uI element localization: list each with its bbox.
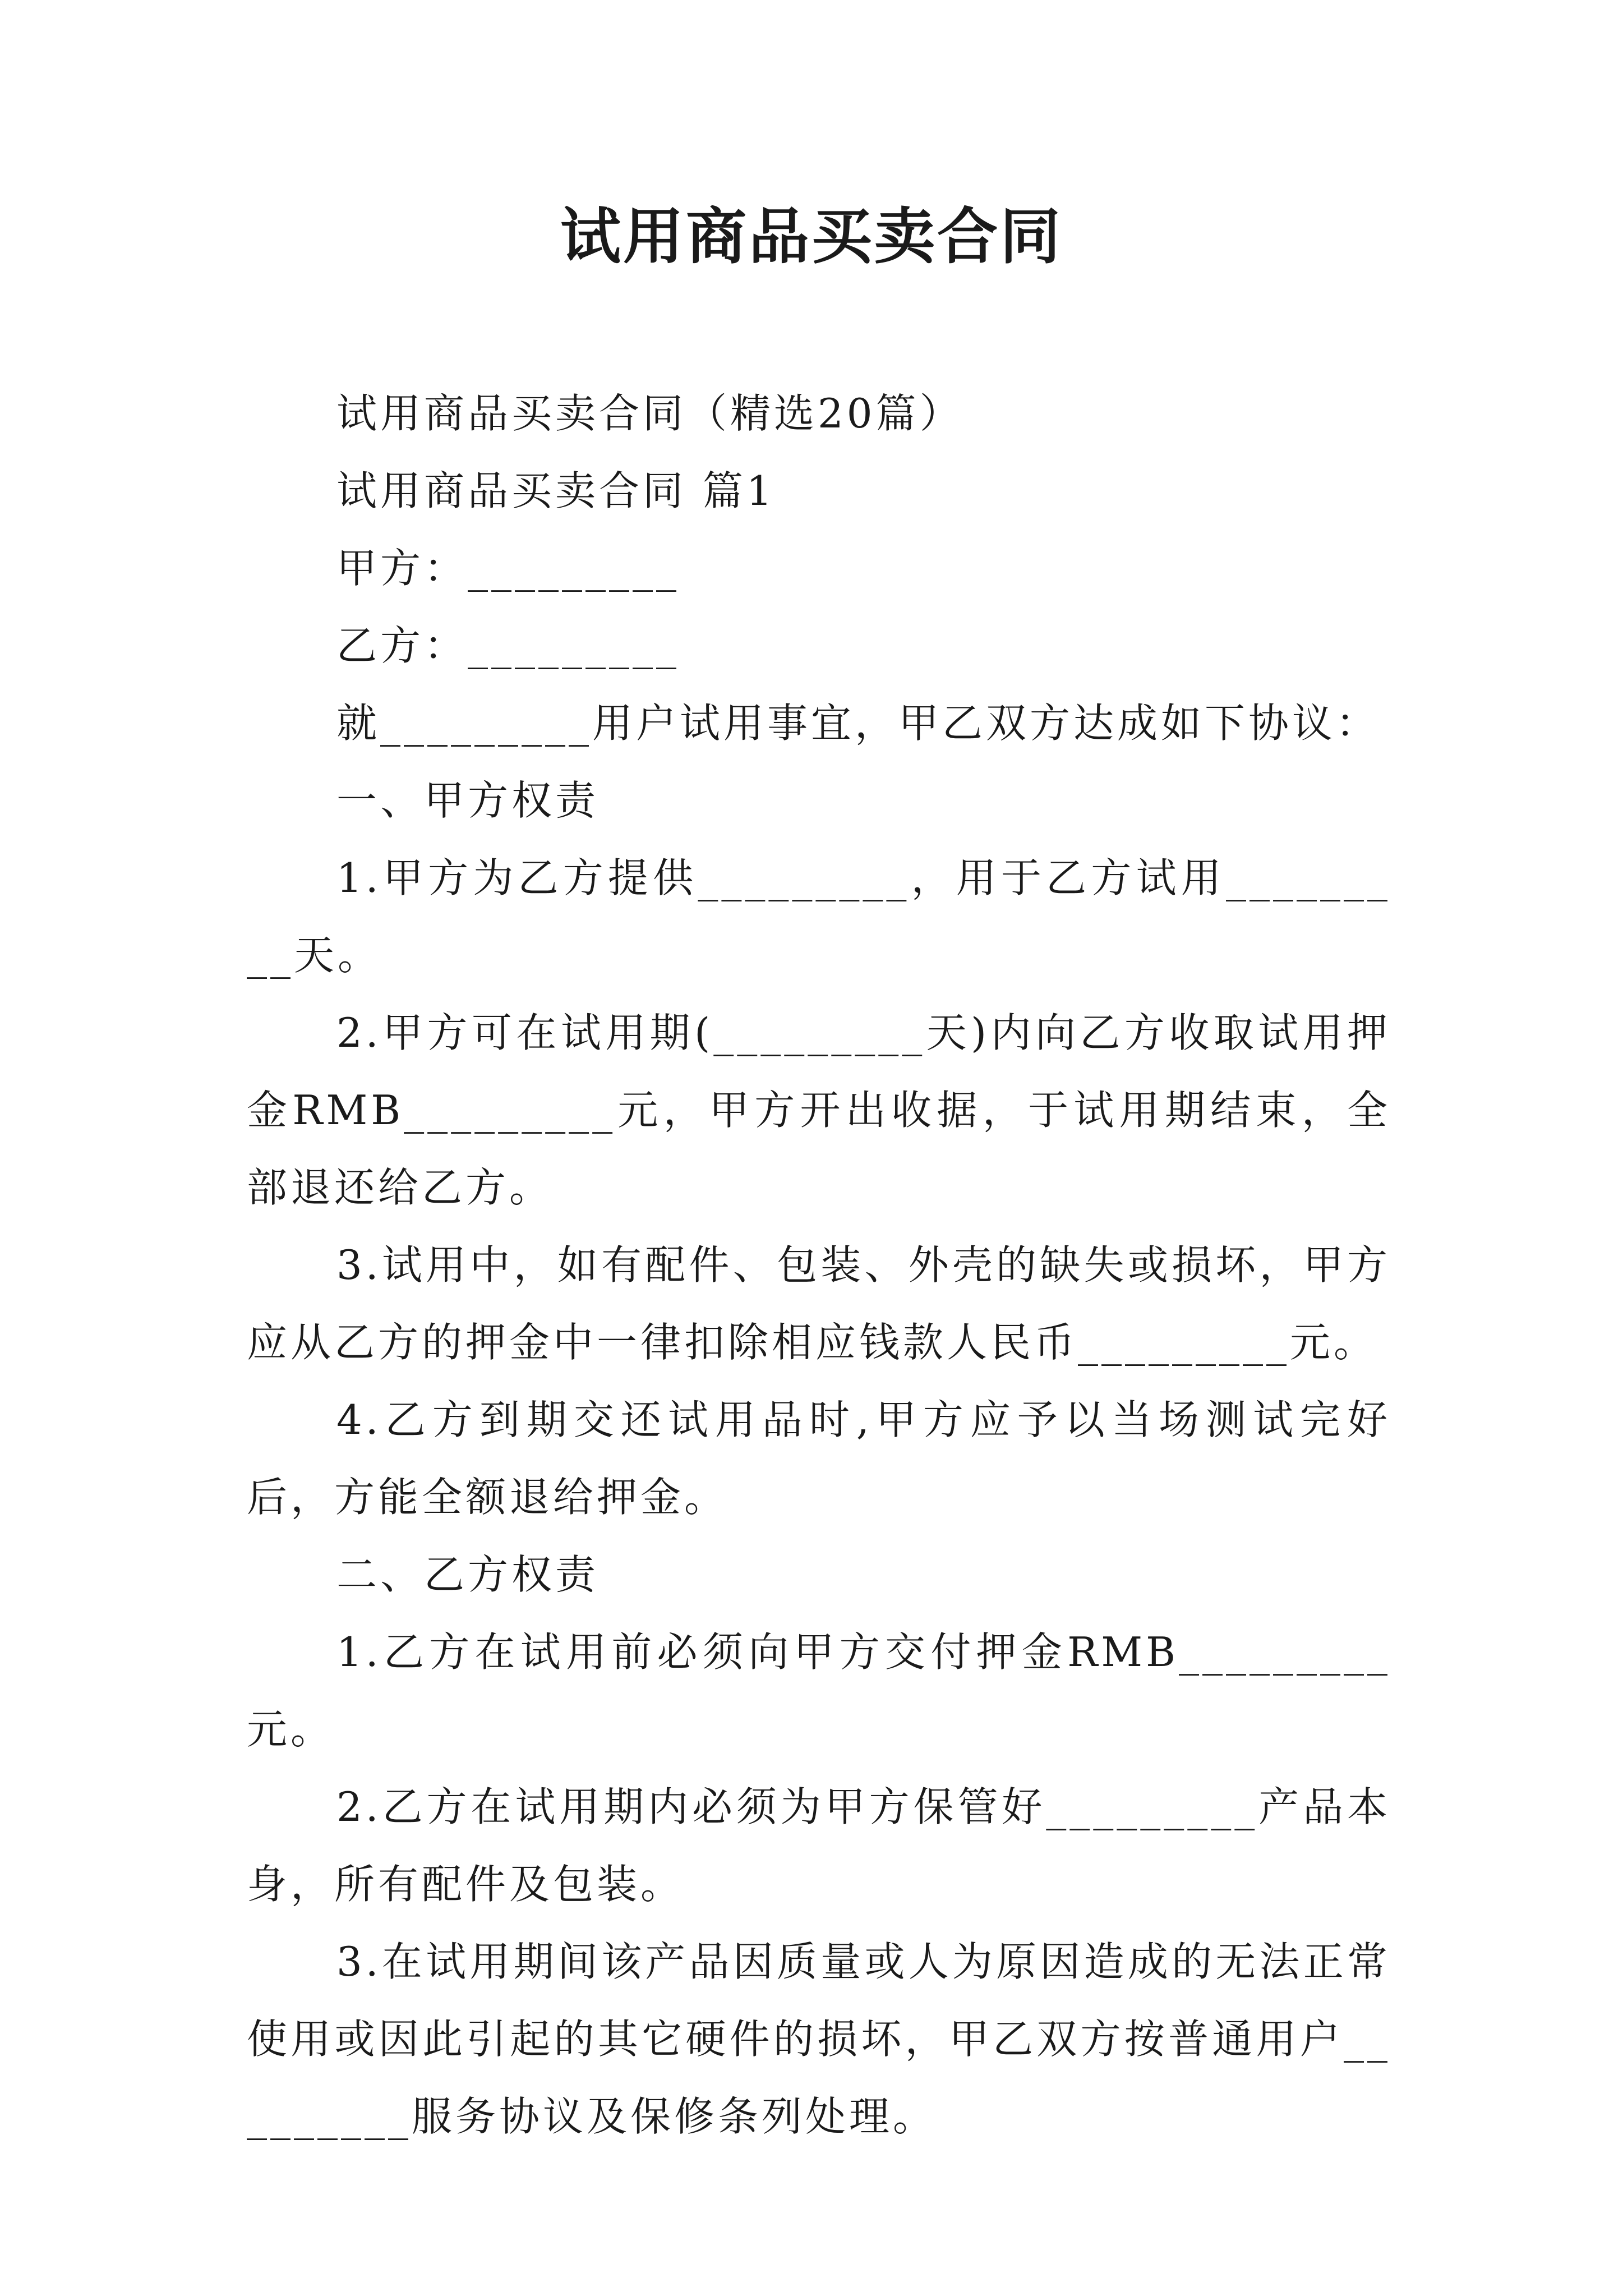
document-title: 试用商品买卖合同 — [560, 201, 1063, 272]
document-body — [247, 375, 1391, 2155]
paragraph-section-heading: 试用商品买卖合同 篇1 — [336, 467, 776, 514]
paragraph-clause-b1: 1.乙方在试用前必须向甲方交付押金RMB_________元。 — [247, 1628, 1391, 1753]
paragraph-clause-a3: 3.试用中，如有配件、包装、外壳的缺失或损坏，甲方应从乙方的押金中一律扣除相应钱款人民币_________元。 — [247, 1241, 1391, 1366]
paragraph-party-b: 乙方：_________ — [336, 622, 680, 669]
paragraph-clause-a4: 4.乙方到期交还试用品时,甲方应予以当场测试完好后，方能全额退给押金。 — [247, 1396, 1391, 1521]
paragraph-clause-a2: 2.甲方可在试用期(_________天)内向乙方收取试用押金RMB_________元，甲方开出收据，于试用期结束，全部退还给乙方。 — [247, 1009, 1391, 1211]
paragraph-intro: 就_________用户试用事宜，甲乙双方达成如下协议： — [336, 700, 1380, 747]
paragraph-heading-party-b-duties: 二、乙方权责 — [336, 1551, 600, 1598]
paragraph-subtitle: 试用商品买卖合同（精选20篇） — [336, 390, 963, 437]
paragraph-clause-a1: 1.甲方为乙方提供_________，用于乙方试用_________天。 — [247, 854, 1391, 979]
paragraph-heading-party-a-duties: 一、甲方权责 — [336, 777, 600, 824]
paragraph-clause-b2: 2.乙方在试用期内必须为甲方保管好_________产品本身，所有配件及包装。 — [247, 1783, 1391, 1908]
paragraph-clause-b3: 3.在试用期间该产品因质量或人为原因造成的无法正常使用或因此引起的其它硬件的损坏，甲乙双方按普通用户_________服务协议及保修条列处理。 — [247, 1938, 1391, 2140]
paragraph-party-a: 甲方：_________ — [336, 545, 680, 592]
